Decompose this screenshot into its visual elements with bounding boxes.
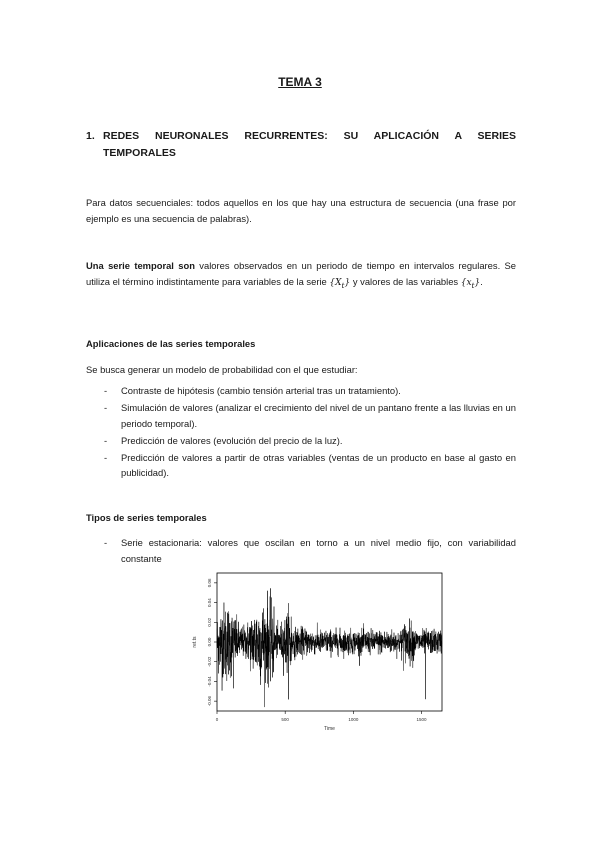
math-xt: $\{x_t\}$ bbox=[460, 277, 481, 290]
y-tick-label: -0.04 bbox=[207, 676, 212, 687]
dash-bullet: - bbox=[104, 385, 108, 396]
series-line bbox=[217, 588, 442, 707]
paragraph-time-series-definition bbox=[86, 258, 516, 293]
chart-svg bbox=[190, 565, 450, 735]
dash-bullet: - bbox=[104, 434, 108, 446]
y-tick-label: -0.02 bbox=[207, 656, 212, 667]
list-item: - Predicción de valores a partir de otras variables (ventas de un producto en base al gasto en publicidad). bbox=[104, 451, 516, 478]
section-heading bbox=[86, 128, 516, 162]
applications-heading: Aplicaciones de las series temporales bbox=[86, 338, 256, 349]
y-tick-label: -0.06 bbox=[207, 696, 212, 707]
math-Xt: $\{X_t\}$ bbox=[329, 277, 351, 290]
dash-bullet: - bbox=[104, 537, 108, 548]
y-tick-label: 0.06 bbox=[207, 578, 212, 588]
document-title: TEMA 3 bbox=[278, 75, 322, 89]
x-tick-label: 1000 bbox=[348, 717, 359, 722]
list-item: - Simulación de valores (analizar el crecimiento del nivel de un pantano frente a las lluvias en un periodo temporal). bbox=[104, 402, 516, 429]
y-tick-label: 0.04 bbox=[207, 598, 212, 607]
section-heading-line2: TEMPORALES bbox=[103, 147, 176, 159]
definition-text-c: . bbox=[480, 275, 483, 287]
types-heading: Tipos de series temporales bbox=[86, 512, 207, 523]
y-tick-label: 0.00 bbox=[207, 637, 212, 647]
definition-term: Una serie temporal son bbox=[86, 260, 195, 271]
stationary-series-chart bbox=[190, 565, 450, 735]
x-tick-label: 0 bbox=[215, 717, 219, 722]
list-item: - Predicción de valores (evolución del precio de la luz). bbox=[86, 433, 516, 449]
paragraph-sequential-data: Para datos secuenciales: todos aquellos en los que hay una estructura de secuencia (una frase por ejemplo es una secuencia de palabras). bbox=[86, 197, 516, 224]
section-number: 1. bbox=[86, 130, 95, 142]
y-tick-label: 0.02 bbox=[207, 617, 212, 627]
y-axis-label: ret.ts bbox=[192, 636, 198, 648]
x-tick-label: 500 bbox=[281, 717, 289, 722]
applications-list bbox=[86, 383, 516, 482]
x-axis-label: Time bbox=[324, 726, 335, 732]
list-item: - Contraste de hipótesis (cambio tensión arterial tras un tratamiento). bbox=[86, 383, 516, 399]
x-tick-label: 1500 bbox=[416, 717, 427, 722]
section-heading-line1: REDES NEURONALES RECURRENTES: SU APLICACIÓN A SERIES bbox=[103, 130, 516, 142]
dash-bullet: - bbox=[104, 402, 108, 413]
applications-intro: Se busca generar un modelo de probabilidad con el que estudiar: bbox=[86, 364, 358, 375]
types-list bbox=[86, 535, 516, 568]
list-item: - Serie estacionaria: valores que oscilan en torno a un nivel medio fijo, con variabilidad constante bbox=[104, 537, 516, 564]
dash-bullet: - bbox=[104, 451, 108, 463]
definition-text-a: valores observados en un periodo de tiempo en intervalos regulares. Se utiliza el término indistintamente para variables de la serie bbox=[86, 260, 516, 287]
definition-text-b: y valores de las variables bbox=[350, 275, 461, 287]
section-heading-text bbox=[103, 128, 516, 162]
